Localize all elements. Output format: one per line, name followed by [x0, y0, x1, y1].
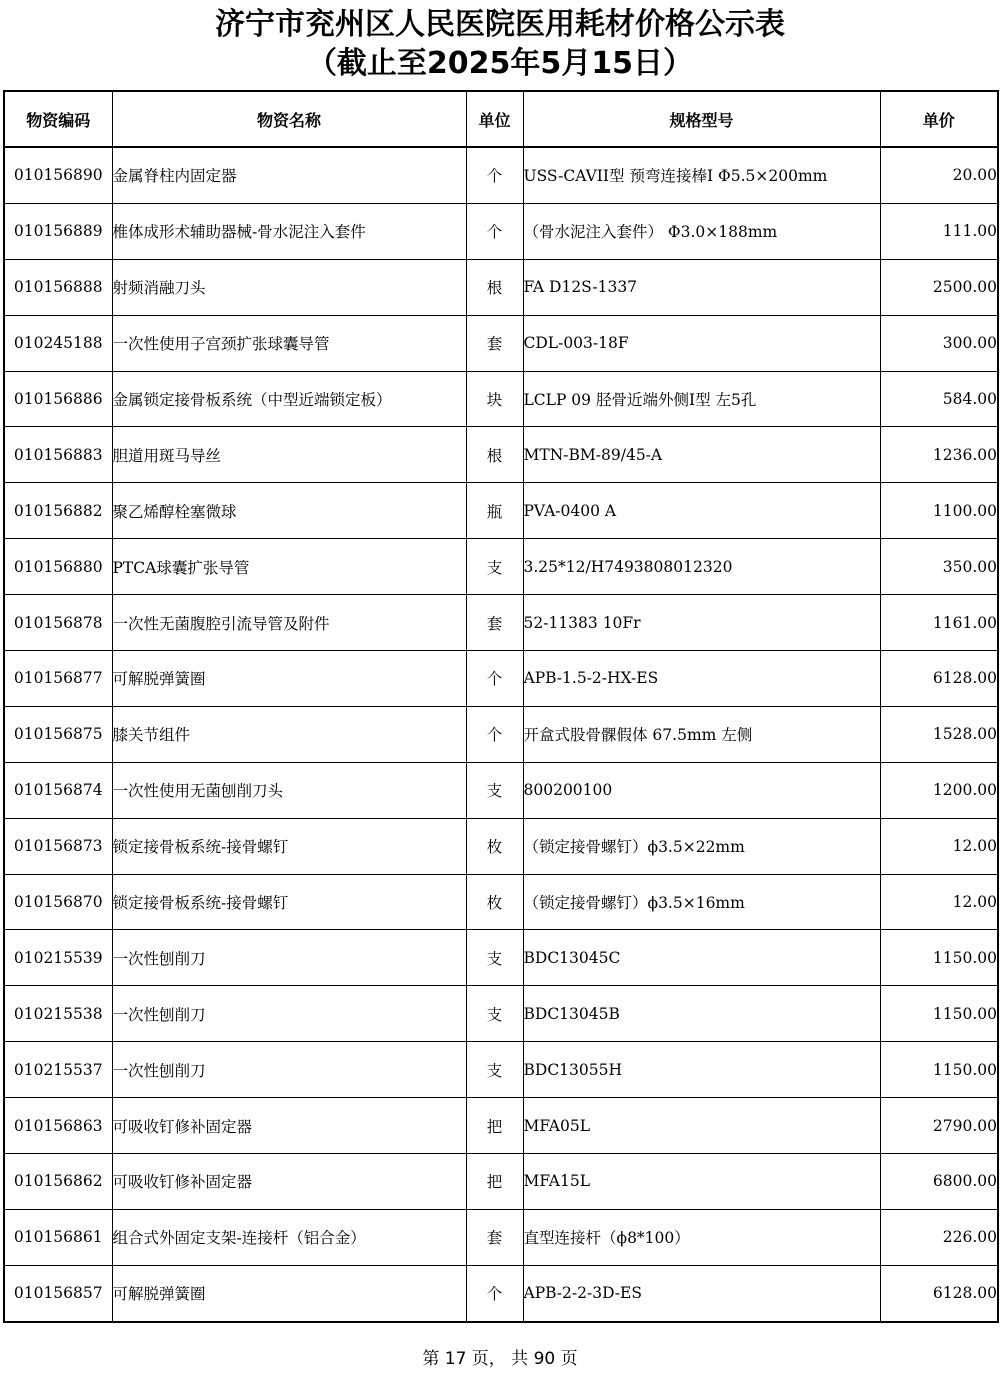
cell-code: 010156861 — [4, 1209, 112, 1265]
cell-code: 010156889 — [4, 203, 112, 259]
cell-code: 010156890 — [4, 147, 112, 203]
cell-code: 010156874 — [4, 762, 112, 818]
table-row — [4, 930, 998, 986]
cell-spec: （锁定接骨螺钉）ϕ3.5×22mm — [523, 818, 880, 874]
table-row — [4, 371, 998, 427]
cell-unit: 把 — [466, 1154, 523, 1210]
cell-name: 一次性使用子宫颈扩张球囊导管 — [112, 315, 466, 371]
column-header-name: 物资名称 — [112, 91, 466, 147]
column-header-unit: 单位 — [466, 91, 523, 147]
table-row — [4, 651, 998, 707]
cell-spec: （锁定接骨螺钉）ϕ3.5×16mm — [523, 874, 880, 930]
cell-code: 010156883 — [4, 427, 112, 483]
cell-name: 一次性无菌腹腔引流导管及附件 — [112, 595, 466, 651]
page-subtitle-date: （截止至2025年5月15日） — [306, 46, 694, 81]
cell-spec: FA D12S-1337 — [523, 259, 880, 315]
cell-code: 010156882 — [4, 483, 112, 539]
cell-unit: 套 — [466, 1209, 523, 1265]
cell-name: 金属锁定接骨板系统（中型近端锁定板） — [112, 371, 466, 427]
cell-unit: 套 — [466, 595, 523, 651]
cell-code: 010156870 — [4, 874, 112, 930]
cell-price: 6800.00 — [880, 1154, 998, 1210]
cell-unit: 支 — [466, 762, 523, 818]
cell-unit: 把 — [466, 1098, 523, 1154]
cell-code: 010215539 — [4, 930, 112, 986]
cell-price: 226.00 — [880, 1209, 998, 1265]
table-row — [4, 1154, 998, 1210]
cell-unit: 根 — [466, 259, 523, 315]
cell-spec: CDL-003-18F — [523, 315, 880, 371]
cell-name: 锁定接骨板系统-接骨螺钉 — [112, 818, 466, 874]
cell-unit: 枚 — [466, 818, 523, 874]
cell-price: 1528.00 — [880, 706, 998, 762]
cell-price: 6128.00 — [880, 1265, 998, 1321]
cell-name: 一次性刨削刀 — [112, 1042, 466, 1098]
table-row — [4, 1209, 998, 1265]
cell-code: 010156888 — [4, 259, 112, 315]
table-row — [4, 706, 998, 762]
cell-price: 12.00 — [880, 818, 998, 874]
cell-code: 010156857 — [4, 1265, 112, 1321]
cell-unit: 个 — [466, 1265, 523, 1321]
cell-unit: 个 — [466, 706, 523, 762]
cell-unit: 枚 — [466, 874, 523, 930]
cell-code: 010215537 — [4, 1042, 112, 1098]
cell-code: 010156886 — [4, 371, 112, 427]
cell-price: 12.00 — [880, 874, 998, 930]
cell-spec: BDC13055H — [523, 1042, 880, 1098]
cell-unit: 支 — [466, 930, 523, 986]
cell-unit: 支 — [466, 1042, 523, 1098]
cell-spec: LCLP 09 胫骨近端外侧Ⅰ型 左5孔 — [523, 371, 880, 427]
cell-name: 锁定接骨板系统-接骨螺钉 — [112, 874, 466, 930]
cell-name: 可吸收钉修补固定器 — [112, 1098, 466, 1154]
cell-spec: 开盒式股骨髁假体 67.5mm 左侧 — [523, 706, 880, 762]
cell-spec: 3.25*12/H7493808012320 — [523, 539, 880, 595]
cell-code: 010156875 — [4, 706, 112, 762]
table-body — [4, 147, 998, 1322]
table-row — [4, 762, 998, 818]
cell-price: 20.00 — [880, 147, 998, 203]
cell-name: 胆道用斑马导丝 — [112, 427, 466, 483]
cell-unit: 块 — [466, 371, 523, 427]
cell-name: 聚乙烯醇栓塞微球 — [112, 483, 466, 539]
cell-name: 一次性刨削刀 — [112, 930, 466, 986]
cell-name: 可解脱弹簧圈 — [112, 651, 466, 707]
cell-price: 2500.00 — [880, 259, 998, 315]
cell-price: 350.00 — [880, 539, 998, 595]
table-row — [4, 315, 998, 371]
cell-unit: 个 — [466, 203, 523, 259]
cell-name: 一次性刨削刀 — [112, 986, 466, 1042]
cell-spec: MFA05L — [523, 1098, 880, 1154]
cell-price: 584.00 — [880, 371, 998, 427]
price-table — [3, 90, 999, 1323]
page-title: 济宁市兖州区人民医院医用耗材价格公示表 — [215, 7, 785, 42]
cell-spec: MTN-BM-89/45-A — [523, 427, 880, 483]
table-row — [4, 259, 998, 315]
cell-unit: 支 — [466, 539, 523, 595]
column-header-code: 物资编码 — [4, 91, 112, 147]
table-row — [4, 427, 998, 483]
cell-unit: 支 — [466, 986, 523, 1042]
cell-code: 010215538 — [4, 986, 112, 1042]
cell-spec: PVA-0400 A — [523, 483, 880, 539]
cell-code: 010156877 — [4, 651, 112, 707]
cell-code: 010156880 — [4, 539, 112, 595]
cell-code: 010156862 — [4, 1154, 112, 1210]
table-row — [4, 483, 998, 539]
cell-code: 010156863 — [4, 1098, 112, 1154]
column-header-spec: 规格型号 — [523, 91, 880, 147]
cell-price: 1150.00 — [880, 1042, 998, 1098]
cell-spec: USS-CAVII型 预弯连接棒I Φ5.5×200mm — [523, 147, 880, 203]
cell-spec: APB-1.5-2-HX-ES — [523, 651, 880, 707]
cell-name: 可吸收钉修补固定器 — [112, 1154, 466, 1210]
table-row — [4, 1042, 998, 1098]
table-row — [4, 818, 998, 874]
cell-spec: 800200100 — [523, 762, 880, 818]
cell-code: 010245188 — [4, 315, 112, 371]
cell-unit: 瓶 — [466, 483, 523, 539]
cell-spec: 直型连接杆（ϕ8*100） — [523, 1209, 880, 1265]
cell-price: 1200.00 — [880, 762, 998, 818]
column-header-price: 单价 — [880, 91, 998, 147]
cell-price: 1150.00 — [880, 986, 998, 1042]
table-row — [4, 986, 998, 1042]
cell-name: 可解脱弹簧圈 — [112, 1265, 466, 1321]
table-row — [4, 595, 998, 651]
table-row — [4, 147, 998, 203]
table-row — [4, 1098, 998, 1154]
table-row — [4, 874, 998, 930]
cell-spec: BDC13045C — [523, 930, 880, 986]
cell-price: 1150.00 — [880, 930, 998, 986]
table-row — [4, 539, 998, 595]
cell-price: 1161.00 — [880, 595, 998, 651]
cell-spec: 52-11383 10Fr — [523, 595, 880, 651]
cell-code: 010156878 — [4, 595, 112, 651]
cell-price: 1100.00 — [880, 483, 998, 539]
cell-spec: BDC13045B — [523, 986, 880, 1042]
cell-spec: （骨水泥注入套件） Φ3.0×188mm — [523, 203, 880, 259]
cell-price: 1236.00 — [880, 427, 998, 483]
cell-price: 6128.00 — [880, 651, 998, 707]
cell-price: 2790.00 — [880, 1098, 998, 1154]
cell-unit: 个 — [466, 651, 523, 707]
cell-spec: MFA15L — [523, 1154, 880, 1210]
cell-price: 300.00 — [880, 315, 998, 371]
cell-unit: 根 — [466, 427, 523, 483]
cell-name: 膝关节组件 — [112, 706, 466, 762]
cell-name: 金属脊柱内固定器 — [112, 147, 466, 203]
cell-name: 一次性使用无菌刨削刀头 — [112, 762, 466, 818]
table-row — [4, 1265, 998, 1321]
table-header — [4, 91, 998, 147]
cell-code: 010156873 — [4, 818, 112, 874]
cell-price: 111.00 — [880, 203, 998, 259]
page-number: 第 17 页， 共 90 页 — [422, 1349, 578, 1369]
cell-unit: 个 — [466, 147, 523, 203]
cell-name: 椎体成形术辅助器械-骨水泥注入套件 — [112, 203, 466, 259]
cell-name: PTCA球囊扩张导管 — [112, 539, 466, 595]
cell-spec: APB-2-2-3D-ES — [523, 1265, 880, 1321]
table-header-row — [4, 91, 998, 147]
table-row — [4, 203, 998, 259]
cell-name: 组合式外固定支架-连接杆（铝合金） — [112, 1209, 466, 1265]
cell-unit: 套 — [466, 315, 523, 371]
cell-name: 射频消融刀头 — [112, 259, 466, 315]
